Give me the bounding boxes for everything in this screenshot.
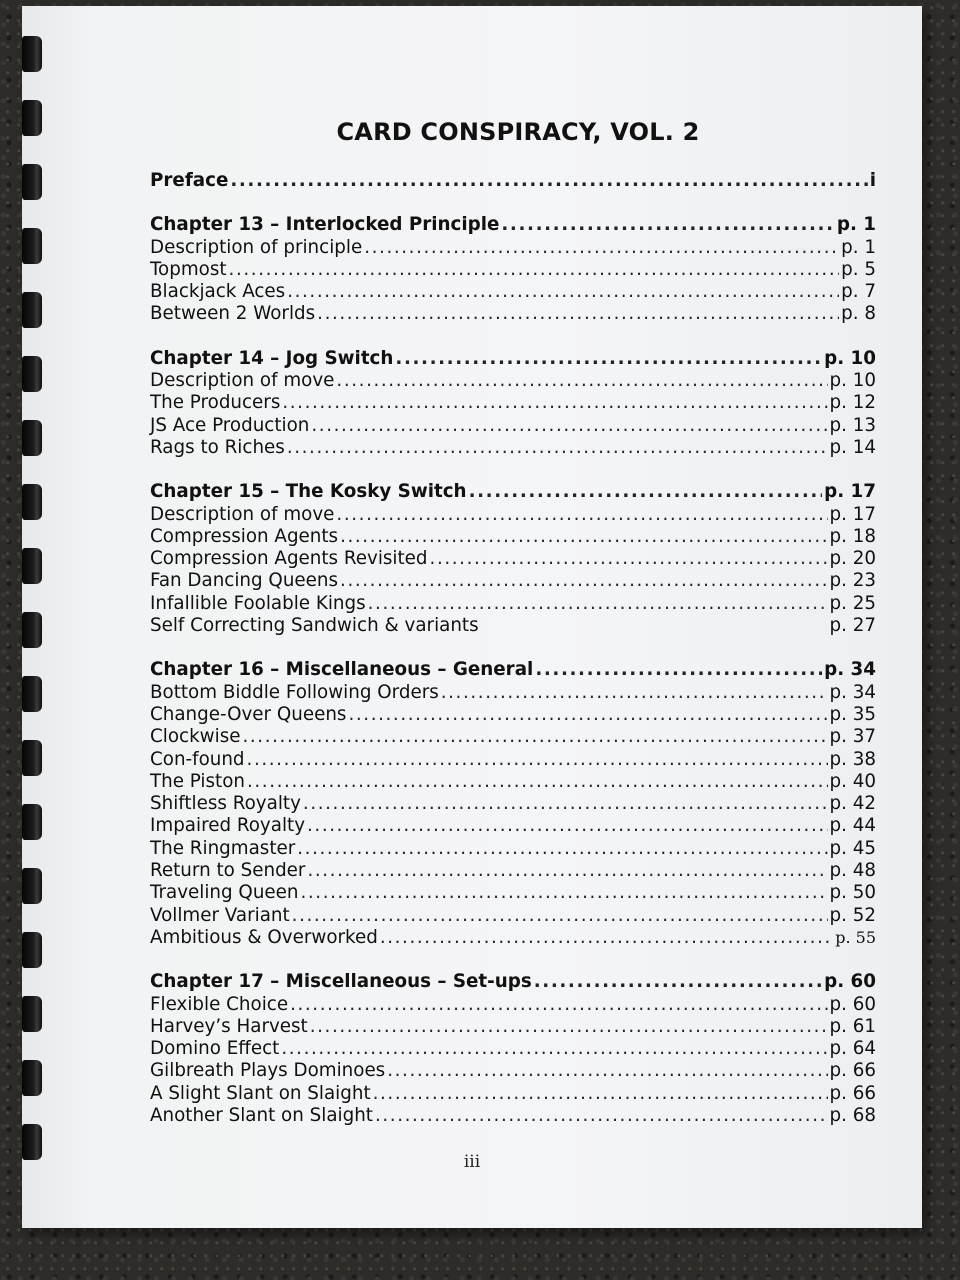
toc-chapter-heading [150, 348, 876, 370]
binding-coil [22, 612, 42, 648]
toc-entry-page: p. 38 [829, 748, 876, 770]
toc-entry-page: p. 37 [829, 726, 876, 748]
toc-entry [150, 905, 876, 927]
toc-chapter-heading-page: p. 1 [836, 214, 876, 236]
toc-entry [150, 838, 876, 860]
toc-entry-label: Impaired Royalty [150, 815, 306, 837]
dot-leader [336, 370, 827, 392]
toc-preface-line [150, 170, 876, 192]
toc-entry-label: Rags to Riches [150, 436, 285, 458]
toc-entry-label: Another Slant on Slaight [150, 1104, 373, 1126]
toc-entry [150, 548, 876, 570]
toc-entry [150, 504, 876, 526]
page-title: CARD CONSPIRACY, VOL. 2 [336, 118, 700, 146]
toc-chapter-heading [150, 659, 876, 681]
toc-entry-page: p. 40 [829, 770, 876, 792]
dot-leader [311, 415, 827, 437]
dot-leader [282, 392, 827, 414]
toc-chapter-heading [150, 971, 876, 993]
binding-coil [22, 1060, 42, 1096]
toc-entry [150, 593, 876, 615]
toc-entry-page: p. 23 [829, 570, 876, 592]
dot-leader [229, 259, 840, 281]
toc-entry [150, 1016, 876, 1038]
toc-chapter-heading-page: p. 34 [824, 659, 876, 681]
toc-entry [150, 1038, 876, 1060]
toc-entry-page: p. 66 [829, 1082, 876, 1104]
toc-entry-page: p. 1 [841, 236, 876, 258]
dot-leader [247, 771, 828, 793]
toc-entry [150, 303, 876, 325]
preface-section [150, 170, 876, 192]
toc-entry-label: JS Ace Production [150, 414, 310, 436]
toc-entry [150, 682, 876, 704]
chapter-section [150, 659, 876, 949]
toc-entry-label: Vollmer Variant [150, 904, 290, 926]
toc-entry-label: A Slight Slant on Slaight [150, 1082, 371, 1104]
toc-entry-page: p. 61 [829, 1015, 876, 1037]
toc-entry-page: p. 25 [829, 592, 876, 614]
toc-entry [150, 392, 876, 414]
binding-coil [22, 484, 42, 520]
toc-entry-label: Between 2 Worlds [150, 303, 316, 325]
toc-entry [150, 1105, 876, 1127]
toc-entry [150, 281, 876, 303]
toc-entry-page: p. 42 [829, 793, 876, 815]
toc-entry-page: p. 18 [829, 525, 876, 547]
toc-entry-label: Con-found [150, 748, 245, 770]
toc-chapter-heading [150, 481, 876, 503]
toc-entry-page: p. 52 [829, 904, 876, 926]
binding-coil [22, 996, 42, 1032]
toc-entry-label: Return to Sender [150, 860, 306, 882]
dot-leader [395, 348, 822, 370]
toc-entry [150, 615, 876, 637]
toc-entry-page: p. 50 [829, 882, 876, 904]
toc-entry [150, 370, 876, 392]
toc-chapter-heading-label: Chapter 13 – Interlocked Principle [150, 214, 500, 236]
toc-entry-label: Ambitious & Overworked [150, 926, 378, 948]
toc-chapter-heading-label: Chapter 16 – Miscellaneous – General [150, 659, 534, 681]
dot-leader [310, 1016, 828, 1038]
toc-entry-page: p. 14 [829, 436, 876, 458]
toc-entry-label: Blackjack Aces [150, 281, 286, 303]
dot-leader [307, 815, 827, 837]
toc-chapter-heading-label: Chapter 14 – Jog Switch [150, 347, 394, 369]
toc-entry-label: Change-Over Queens [150, 703, 347, 725]
toc-entry-label: Topmost [150, 258, 227, 280]
toc-entry-page: p. 68 [829, 1104, 876, 1126]
toc-entry [150, 994, 876, 1016]
chapter-section [150, 971, 876, 1127]
book-page [22, 6, 922, 1228]
dot-leader [387, 1060, 827, 1082]
toc-entry-page: p. 45 [829, 837, 876, 859]
toc-entry-page: p. 12 [829, 392, 876, 414]
toc-chapter-heading [150, 214, 876, 236]
binding-coil [22, 164, 42, 200]
toc-entry-page: p. 60 [829, 993, 876, 1015]
toc-entry-page: p. 35 [829, 703, 876, 725]
toc-entry [150, 704, 876, 726]
toc-entry [150, 860, 876, 882]
toc-entry [150, 927, 876, 949]
binding-coil [22, 36, 42, 72]
dot-leader [380, 927, 833, 949]
toc-entry [150, 437, 876, 459]
toc-chapter-heading-page: p. 10 [824, 347, 876, 369]
chapter-section [150, 481, 876, 637]
toc-entry-label: Gilbreath Plays Dominoes [150, 1060, 386, 1082]
binding-coil [22, 356, 42, 392]
binding-coil [22, 676, 42, 712]
dot-leader [297, 838, 827, 860]
toc-entry-page: p. 20 [829, 548, 876, 570]
toc-entry-label: Fan Dancing Queens [150, 570, 339, 592]
dot-leader [247, 749, 828, 771]
dot-leader [430, 548, 828, 570]
toc-entry-label: Description of move [150, 503, 335, 525]
toc-entry [150, 793, 876, 815]
dot-leader [281, 1038, 827, 1060]
dot-leader [303, 793, 828, 815]
dot-leader [242, 726, 827, 748]
toc-entry-label: Self Correcting Sandwich & variants [150, 615, 479, 637]
toc-entry-page: p. 66 [829, 1060, 876, 1082]
dot-leader [230, 170, 867, 192]
dot-leader [292, 905, 828, 927]
binding-coil [22, 804, 42, 840]
toc-entry-page: p. 48 [829, 860, 876, 882]
dot-leader [317, 303, 839, 325]
binding-coil [22, 292, 42, 328]
toc-entry-page: p. 8 [841, 303, 876, 325]
toc-entry [150, 1083, 876, 1105]
dot-leader [340, 526, 827, 548]
dot-leader [307, 860, 827, 882]
dot-leader [534, 971, 822, 993]
toc-chapter-heading-page: p. 60 [824, 971, 876, 993]
toc-entry [150, 237, 876, 259]
toc-entry-page: p. 55 [835, 927, 876, 947]
toc-entry-label: Description of move [150, 370, 335, 392]
binding-coil [22, 868, 42, 904]
toc-entry-label: Bottom Biddle Following Orders [150, 681, 439, 703]
toc-entry-page: p. 10 [829, 370, 876, 392]
dot-leader [501, 214, 834, 236]
toc-entry [150, 882, 876, 904]
toc-chapter-heading-label: Chapter 15 – The Kosky Switch [150, 481, 467, 503]
toc-preface-label: Preface [150, 170, 229, 191]
toc-entry-label: Harvey’s Harvest [150, 1015, 308, 1037]
toc-entry [150, 749, 876, 771]
toc-entry-label: The Producers [150, 392, 281, 414]
toc-entry-label: Clockwise [150, 726, 241, 748]
toc-entry [150, 415, 876, 437]
table-of-contents [150, 118, 876, 1149]
dot-leader [348, 704, 827, 726]
chapter-list [150, 214, 876, 1127]
toc-entry-label: Infallible Foolable Kings [150, 592, 366, 614]
toc-entry [150, 570, 876, 592]
toc-entry-page: p. 5 [841, 258, 876, 280]
spiral-binding [22, 36, 52, 1216]
toc-entry-label: Compression Agents [150, 525, 339, 547]
binding-coil [22, 548, 42, 584]
toc-entry-page: p. 44 [829, 815, 876, 837]
toc-entry [150, 1060, 876, 1082]
dot-leader [287, 437, 828, 459]
page-number: iii [463, 1152, 481, 1172]
binding-coil [22, 100, 42, 136]
dot-leader [300, 882, 827, 904]
dot-leader [373, 1083, 828, 1105]
toc-entry [150, 815, 876, 837]
toc-entry-label: Flexible Choice [150, 993, 289, 1015]
toc-entry-label: Description of principle [150, 236, 363, 258]
toc-entry [150, 726, 876, 748]
toc-entry [150, 259, 876, 281]
toc-entry [150, 771, 876, 793]
dot-leader [287, 281, 839, 303]
binding-coil [22, 932, 42, 968]
dot-leader [290, 994, 827, 1016]
toc-entry-page: p. 7 [841, 281, 876, 303]
toc-entry-label: The Ringmaster [150, 837, 296, 859]
toc-chapter-heading-page: p. 17 [824, 481, 876, 503]
toc-entry-page: p. 34 [829, 681, 876, 703]
dot-leader [535, 659, 822, 681]
dot-leader [340, 570, 827, 592]
binding-coil [22, 420, 42, 456]
dot-leader [368, 593, 828, 615]
binding-coil [22, 740, 42, 776]
toc-entry [150, 526, 876, 548]
toc-chapter-heading-label: Chapter 17 – Miscellaneous – Set-ups [150, 971, 532, 993]
toc-entry-page: p. 13 [829, 414, 876, 436]
toc-entry-label: Traveling Queen [150, 882, 299, 904]
toc-preface-page: i [869, 170, 876, 191]
chapter-section [150, 348, 876, 459]
toc-entry-label: Compression Agents Revisited [150, 548, 428, 570]
dot-leader [364, 237, 839, 259]
chapter-section [150, 214, 876, 325]
toc-entry-label: Domino Effect [150, 1038, 280, 1060]
binding-coil [22, 228, 42, 264]
toc-entry-page: p. 27 [829, 615, 876, 637]
toc-entry-page: p. 17 [829, 503, 876, 525]
dot-leader [469, 481, 823, 503]
toc-entry-label: The Piston [150, 770, 245, 792]
toc-entry-page: p. 64 [829, 1038, 876, 1060]
dot-leader [375, 1105, 828, 1127]
dot-leader [441, 682, 828, 704]
toc-entry-label: Shiftless Royalty [150, 793, 301, 815]
dot-leader [336, 504, 827, 526]
